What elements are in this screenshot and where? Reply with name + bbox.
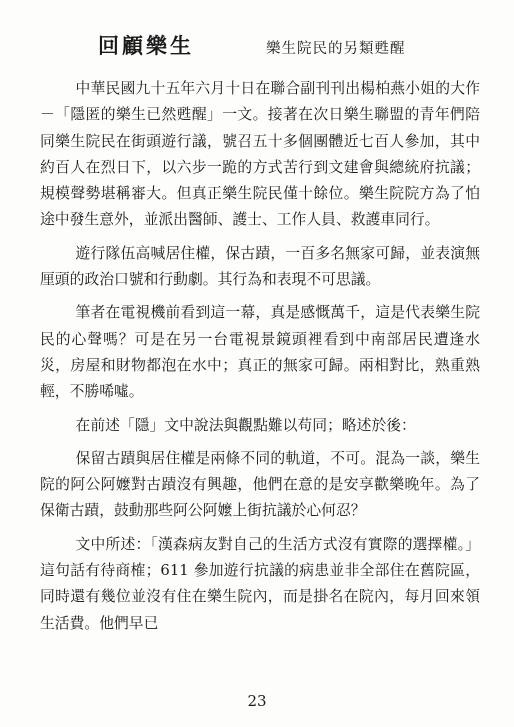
paragraph: 在前述「隱」文中說法與觀點難以苟同；略述於後：	[75, 416, 416, 434]
article-body	[40, 76, 480, 637]
paragraph: 遊行隊伍高喊居住權，保古蹟，一百多名無家可歸，並表演無厘頭的政治口號和行動劇。其行為和表現不可思議。	[40, 244, 480, 289]
paragraph: 筆者在電視機前看到這一幕，真是感慨萬千，這是代表樂生院民的心聲嗎？可是在另一台電視景鏡頭裡看到中南部居民遭逢水災，房屋和財物都泡在水中；真正的無家可歸。兩相對比，熟重熟輕，不勝唏噓。	[40, 304, 480, 401]
page-number: 23	[247, 692, 267, 710]
page-title: 回顧樂生	[98, 33, 194, 58]
paragraph: 保留古蹟與居住權是兩條不同的軌道，不可。混為一談，樂生院的阿公阿嬤對古蹟沒有興趣，他們在意的是安享歡樂晚年。為了保衛古蹟，鼓動那些阿公阿嬤上街抗議於心何忍？	[40, 449, 480, 520]
paragraph: 文中所述：「漢森病友對自己的生活方式沒有實際的選擇權。」這句話有待商榷；611 參加遊行抗議的病患並非全部住在舊院區，同時還有幾位並沒有住在樂生院內，而是掛名在院內，每月回來領生活費。他們早已	[40, 535, 480, 632]
page-header	[98, 30, 480, 60]
article-subtitle: 樂生院民的另類甦醒	[266, 41, 406, 57]
paragraph: 中華民國九十五年六月十日在聯合副刊刊出楊柏燕小姐的大作－「隱匿的樂生已然甦醒」一文。接著在次日樂生聯盟的青年們陪同樂生院民在街頭遊行議，號召五十多個團體近七百人參加，其中約百人在烈日下，以六步一跪的方式苦行到文建會與總統府抗議；規模聲勢堪稱審大。但真正樂生院民僅十餘位。樂生院院方為了怕途中發生意外，並派出醫師、護士、工作人員、救護車同行。	[40, 80, 480, 229]
